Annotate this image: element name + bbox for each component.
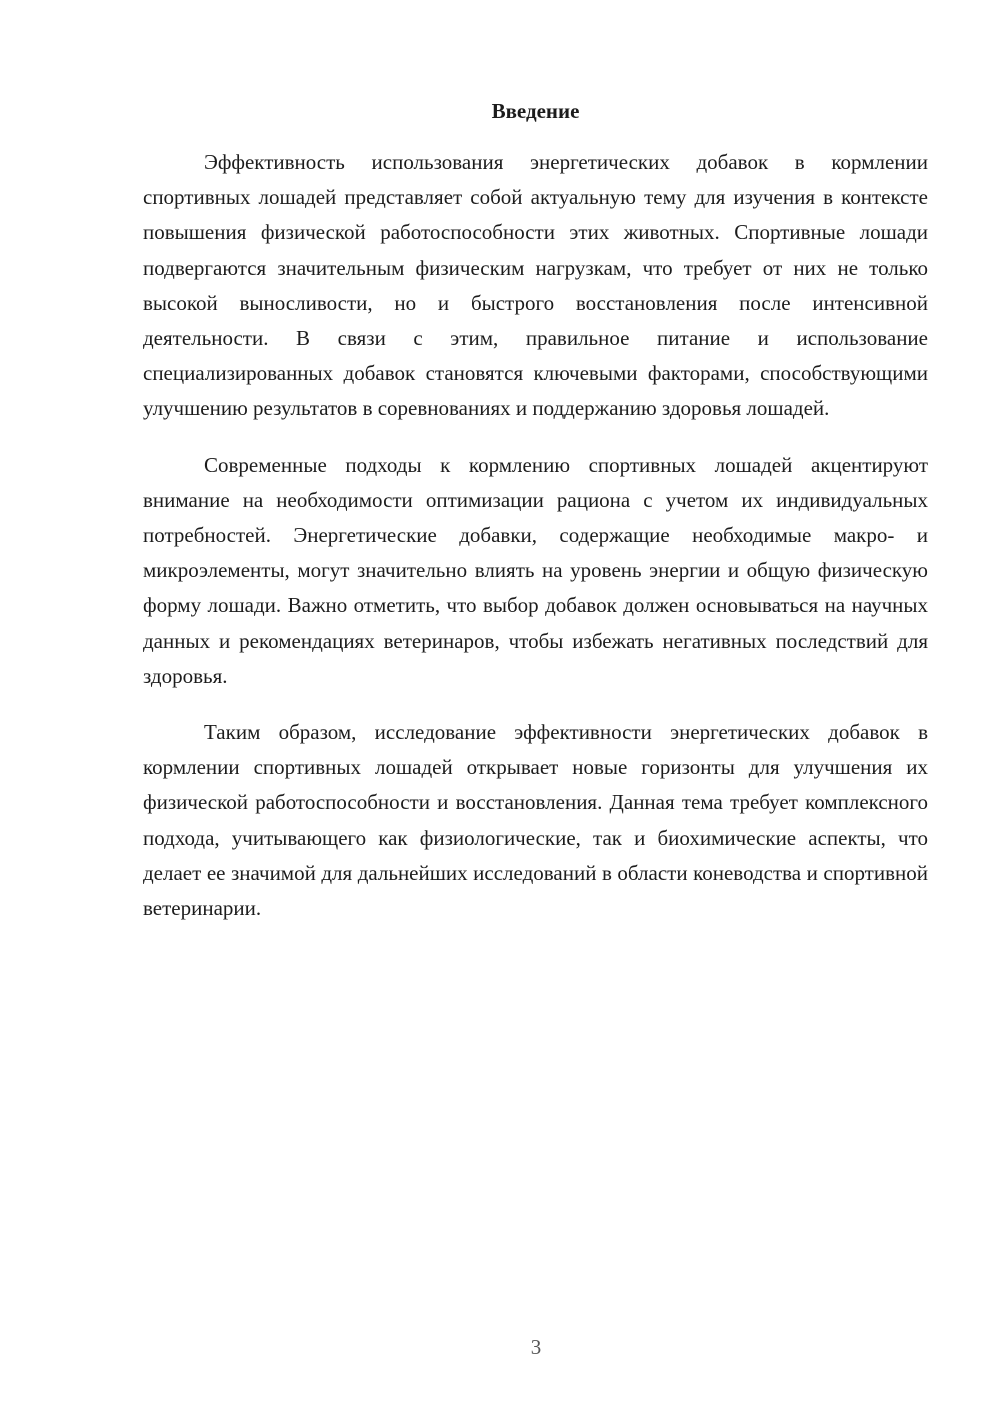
section-title: Введение — [491, 99, 580, 123]
page-content — [143, 97, 928, 947]
paragraph-2: Современные подходы к кормлению спортивных лошадей акцентируют внимание на необходимости оптимизации рациона с учетом их индивидуальных потребностей. Энергетические добавки, содержащие необходимые макро- и микроэлементы, могут значительно влиять на уровень энергии и общую физическую форму лошади. Важно отметить, что выбор добавок должен основываться на научных данных и рекомендациях ветеринаров, чтобы избежать негативных последствий для здоровья. — [143, 452, 928, 688]
paragraph-1: Эффективность использования энергетических добавок в кормлении спортивных лошадей представляет собой актуальную тему для изучения в контексте повышения физической работоспособности этих животных. Спортивные лошади подвергаются значительным физическим нагрузкам, что требует от них не только высокой выносливости, но и быстрого восстановления после интенсивной деятельности. В связи с этим, правильное питание и использование специализированных добавок становятся ключевыми факторами, способствующими улучшению результатов в соревнованиях и поддержанию здоровья лошадей. — [143, 150, 928, 421]
paragraph-3: Таким образом, исследование эффективности энергетических добавок в кормлении спортивных лошадей открывает новые горизонты для улучшения их физической работоспособности и восстановления. Данная тема требует комплексного подхода, учитывающего как физиологические, так и биохимические аспекты, что делает ее значимой для дальнейших исследований в области коневодства и спортивной ветеринарии. — [143, 720, 928, 921]
page-number: 3 — [530, 1335, 542, 1359]
